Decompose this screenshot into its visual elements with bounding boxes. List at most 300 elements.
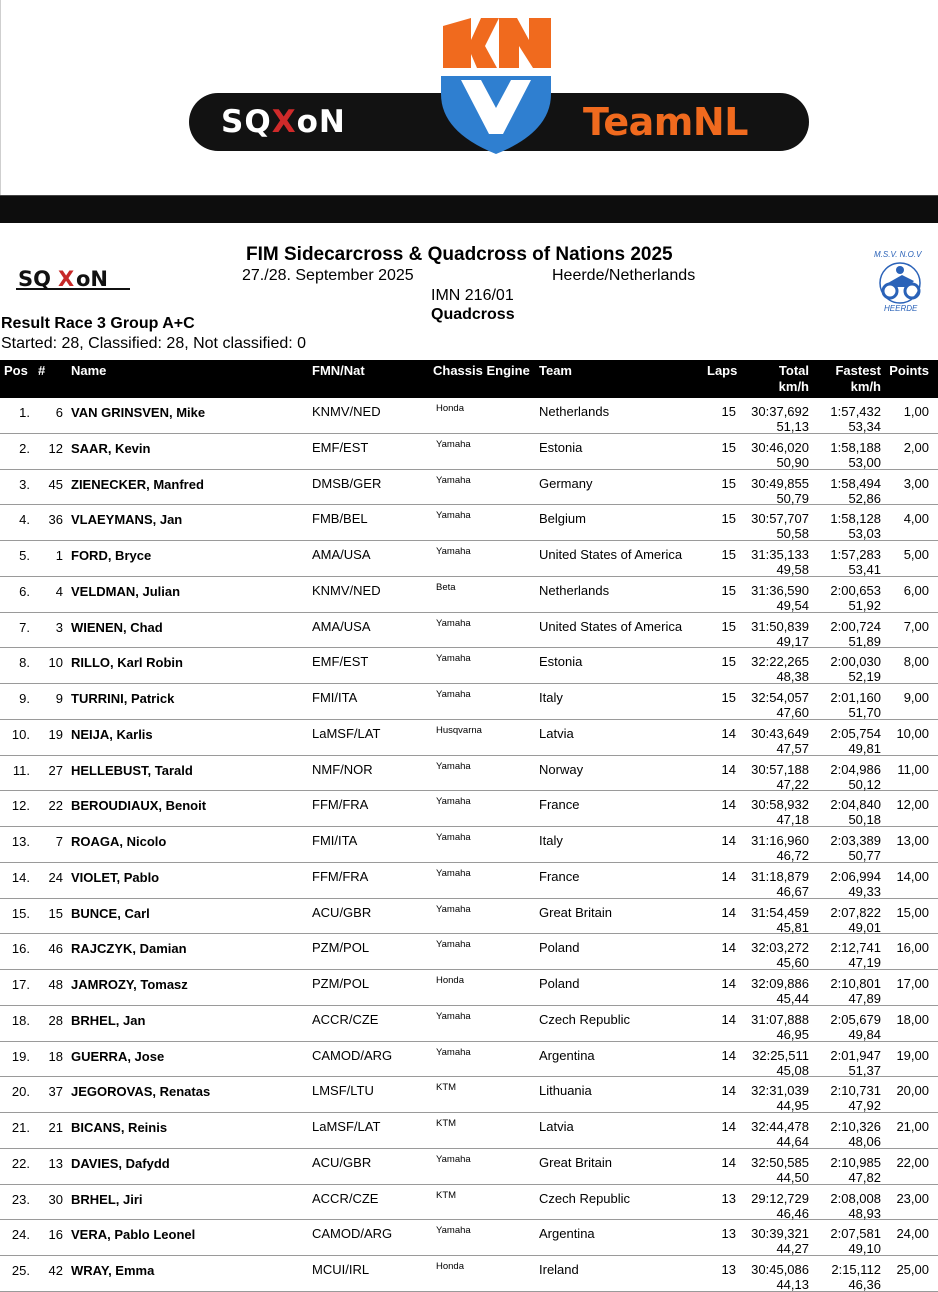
row-engine: Yamaha bbox=[436, 832, 471, 843]
row-position: 11. bbox=[12, 762, 30, 778]
promo-banner bbox=[0, 0, 938, 195]
row-team: Estonia bbox=[539, 439, 583, 455]
row-total-kmh: 50,79 bbox=[776, 490, 809, 506]
results-table-body bbox=[0, 398, 938, 1292]
row-engine: Yamaha bbox=[436, 760, 471, 772]
row-number: 12 bbox=[48, 440, 63, 456]
row-fastest-kmh: 53,34 bbox=[848, 419, 881, 434]
row-laps: 14 bbox=[721, 868, 736, 884]
row-team: France bbox=[539, 868, 580, 884]
row-rider-name: BICANS, Reinis bbox=[71, 1120, 168, 1135]
row-number: 45 bbox=[48, 476, 63, 492]
row-team: Italy bbox=[539, 833, 563, 848]
row-fastest-lap: 2:05,679 bbox=[830, 1011, 881, 1027]
row-total-time: 30:46,020 bbox=[751, 439, 809, 455]
row-fastest-kmh: 52,19 bbox=[848, 669, 881, 685]
row-fmn: FMI/ITA bbox=[312, 690, 358, 705]
row-total-time: 30:57,707 bbox=[751, 511, 809, 527]
row-fastest-kmh: 50,12 bbox=[848, 776, 881, 792]
table-row bbox=[0, 863, 938, 899]
row-total-time: 31:54,459 bbox=[751, 904, 809, 920]
header-fastest: Fastest bbox=[835, 363, 881, 378]
row-rider-name: RILLO, Karl Robin bbox=[71, 655, 183, 671]
row-team: Estonia bbox=[539, 654, 583, 670]
result-title: Result Race 3 Group A+C bbox=[1, 315, 195, 332]
row-fastest-kmh: 47,89 bbox=[848, 991, 881, 1006]
row-team: Czech Republic bbox=[539, 1190, 631, 1206]
row-fmn: CAMOD/ARG bbox=[312, 1047, 393, 1063]
header-fmn: FMN/Nat bbox=[312, 363, 365, 378]
row-total-time: 32:31,039 bbox=[751, 1083, 809, 1099]
row-fastest-kmh: 46,36 bbox=[848, 1277, 881, 1292]
svg-text:oN: oN bbox=[76, 267, 109, 291]
table-row bbox=[0, 434, 938, 470]
row-rider-name: BRHEL, Jan bbox=[71, 1012, 146, 1028]
row-fmn: LaMSF/LAT bbox=[312, 725, 381, 741]
event-venue: Heerde/Netherlands bbox=[552, 267, 696, 284]
row-rider-name: GUERRA, Jose bbox=[71, 1048, 165, 1064]
svg-text:M.S.V. N.O.V: M.S.V. N.O.V bbox=[874, 250, 922, 259]
row-engine: Yamaha bbox=[436, 1225, 471, 1237]
row-position: 17. bbox=[11, 977, 30, 992]
row-total-kmh: 46,95 bbox=[776, 1026, 809, 1042]
row-laps: 14 bbox=[721, 904, 736, 920]
row-total-time: 32:25,511 bbox=[752, 1047, 809, 1063]
row-rider-name: BEROUDIAUX, Benoit bbox=[71, 798, 207, 814]
row-total-time: 30:57,188 bbox=[751, 761, 809, 777]
table-row bbox=[0, 934, 938, 970]
row-fastest-kmh: 53,03 bbox=[848, 526, 881, 542]
row-points: 25,00 bbox=[896, 1262, 929, 1277]
row-fastest-kmh: 50,18 bbox=[848, 812, 881, 828]
row-fastest-kmh: 51,70 bbox=[848, 705, 881, 720]
event-category: Quadcross bbox=[431, 306, 515, 323]
row-rider-name: ROAGA, Nicolo bbox=[71, 834, 167, 849]
row-rider-name: VERA, Pablo Leonel bbox=[71, 1227, 196, 1243]
row-total-time: 30:58,932 bbox=[751, 797, 809, 813]
row-engine: Yamaha bbox=[436, 653, 471, 665]
row-number: 36 bbox=[48, 512, 63, 528]
row-points: 7,00 bbox=[903, 618, 929, 634]
row-fastest-kmh: 49,33 bbox=[848, 883, 881, 899]
row-position: 23. bbox=[11, 1191, 30, 1207]
row-laps: 14 bbox=[721, 940, 736, 956]
row-points: 17,00 bbox=[896, 976, 929, 991]
row-total-kmh: 49,17 bbox=[776, 633, 809, 649]
row-engine: Yamaha bbox=[436, 689, 471, 700]
row-fastest-lap: 2:10,801 bbox=[830, 976, 881, 991]
row-engine: Honda bbox=[436, 403, 464, 414]
row-position: 9. bbox=[19, 691, 30, 706]
row-points: 5,00 bbox=[903, 547, 929, 562]
row-total-time: 29:12,729 bbox=[751, 1190, 809, 1206]
table-row bbox=[0, 505, 938, 541]
row-position: 19. bbox=[11, 1048, 30, 1064]
row-laps: 14 bbox=[721, 761, 736, 777]
row-engine: Yamaha bbox=[436, 1153, 471, 1165]
row-number: 48 bbox=[48, 977, 63, 992]
table-row bbox=[0, 720, 938, 756]
table-row bbox=[0, 577, 938, 613]
teamnl-brand: TeamNL bbox=[583, 100, 748, 144]
row-fastest-kmh: 47,92 bbox=[848, 1098, 881, 1114]
row-total-kmh: 47,22 bbox=[776, 776, 809, 792]
row-team: Poland bbox=[539, 940, 580, 956]
row-total-kmh: 47,18 bbox=[776, 812, 809, 828]
row-team: Lithuania bbox=[539, 1083, 592, 1099]
row-points: 19,00 bbox=[896, 1047, 929, 1063]
row-fmn: FFM/FRA bbox=[312, 868, 369, 884]
row-fastest-kmh: 53,00 bbox=[848, 454, 881, 470]
sqxon-small-logo bbox=[14, 265, 132, 291]
row-position: 20. bbox=[11, 1084, 30, 1100]
row-fastest-kmh: 49,01 bbox=[848, 919, 881, 935]
row-total-time: 31:18,879 bbox=[751, 868, 809, 884]
row-laps: 14 bbox=[721, 1083, 736, 1099]
row-laps: 15 bbox=[721, 547, 736, 562]
row-fastest-kmh: 51,89 bbox=[848, 633, 881, 649]
row-engine: Yamaha bbox=[436, 438, 471, 450]
table-row bbox=[0, 684, 938, 720]
row-fastest-kmh: 53,41 bbox=[848, 562, 881, 577]
row-total-time: 30:49,855 bbox=[751, 475, 809, 491]
row-total-kmh: 46,72 bbox=[776, 848, 809, 863]
row-laps: 15 bbox=[721, 511, 736, 527]
row-fastest-kmh: 48,06 bbox=[848, 1134, 881, 1149]
row-fmn: EMF/EST bbox=[312, 439, 369, 455]
row-position: 24. bbox=[11, 1227, 30, 1243]
row-total-kmh: 44,13 bbox=[776, 1277, 809, 1292]
row-number: 37 bbox=[48, 1084, 63, 1100]
header-chassis-engine: Chassis Engine bbox=[433, 363, 530, 378]
row-rider-name: NEIJA, Karlis bbox=[71, 726, 153, 742]
row-fmn: ACCR/CZE bbox=[312, 1011, 379, 1027]
row-laps: 14 bbox=[721, 725, 736, 741]
row-total-time: 31:35,133 bbox=[751, 547, 809, 562]
header-laps: Laps bbox=[707, 363, 738, 378]
table-row bbox=[0, 648, 938, 684]
svg-text:SQ: SQ bbox=[18, 267, 51, 291]
row-fastest-lap: 2:04,840 bbox=[830, 797, 881, 813]
row-total-kmh: 46,67 bbox=[776, 883, 809, 899]
row-rider-name: VAN GRINSVEN, Mike bbox=[71, 405, 206, 420]
row-points: 18,00 bbox=[896, 1011, 929, 1027]
row-fmn: FMI/ITA bbox=[312, 833, 358, 848]
row-fmn: FMB/BEL bbox=[312, 511, 368, 527]
row-engine: KTM bbox=[436, 1118, 457, 1129]
row-points: 10,00 bbox=[896, 725, 929, 741]
row-fastest-lap: 2:00,030 bbox=[830, 654, 881, 670]
row-fmn: DMSB/GER bbox=[312, 475, 382, 491]
row-fastest-lap: 2:06,994 bbox=[830, 868, 881, 884]
row-fmn: LaMSF/LAT bbox=[312, 1119, 381, 1134]
row-fastest-kmh: 50,77 bbox=[848, 848, 881, 863]
row-fmn: AMA/USA bbox=[312, 547, 371, 562]
row-laps: 15 bbox=[721, 475, 736, 491]
row-total-time: 31:07,888 bbox=[751, 1011, 809, 1027]
row-fastest-lap: 2:05,754 bbox=[830, 725, 881, 741]
row-number: 42 bbox=[48, 1263, 63, 1278]
row-number: 24 bbox=[48, 869, 63, 885]
row-fmn: PZM/POL bbox=[312, 940, 370, 956]
row-number: 16 bbox=[48, 1227, 63, 1243]
row-fastest-kmh: 51,92 bbox=[848, 597, 881, 613]
row-fastest-kmh: 52,86 bbox=[848, 490, 881, 506]
table-row bbox=[0, 1077, 938, 1113]
row-total-kmh: 45,44 bbox=[776, 991, 809, 1006]
table-row bbox=[0, 1006, 938, 1042]
row-position: 25. bbox=[11, 1263, 30, 1278]
row-position: 13. bbox=[11, 834, 30, 849]
row-total-time: 32:50,585 bbox=[751, 1154, 809, 1170]
table-row bbox=[0, 970, 938, 1006]
row-fastest-lap: 2:00,724 bbox=[830, 618, 881, 634]
row-laps: 14 bbox=[721, 833, 736, 848]
row-engine: Yamaha bbox=[436, 939, 471, 951]
row-team: France bbox=[539, 797, 580, 813]
row-fastest-lap: 2:01,160 bbox=[830, 690, 881, 705]
row-team: Netherlands bbox=[539, 404, 610, 419]
row-engine: Yamaha bbox=[436, 867, 471, 879]
row-laps: 14 bbox=[721, 1011, 736, 1027]
row-number: 7 bbox=[55, 834, 63, 849]
row-rider-name: WRAY, Emma bbox=[71, 1263, 155, 1278]
row-total-time: 31:16,960 bbox=[751, 833, 809, 848]
row-number: 13 bbox=[48, 1155, 63, 1171]
row-fmn: ACCR/CZE bbox=[312, 1190, 379, 1206]
row-position: 21. bbox=[11, 1120, 30, 1135]
event-dates: 27./28. September 2025 bbox=[242, 267, 414, 284]
row-laps: 14 bbox=[721, 1154, 736, 1170]
row-total-kmh: 44,50 bbox=[776, 1169, 809, 1185]
row-total-kmh: 49,54 bbox=[776, 597, 809, 613]
row-rider-name: RAJCZYK, Damian bbox=[71, 941, 187, 957]
row-engine: KTM bbox=[436, 1082, 457, 1094]
row-fastest-kmh: 47,19 bbox=[848, 955, 881, 971]
row-number: 30 bbox=[48, 1191, 63, 1207]
row-fastest-kmh: 48,93 bbox=[848, 1205, 881, 1221]
row-position: 2. bbox=[19, 440, 30, 456]
row-total-kmh: 46,46 bbox=[776, 1205, 809, 1221]
row-number: 46 bbox=[48, 941, 63, 957]
row-team: Ireland bbox=[539, 1262, 579, 1277]
row-number: 1 bbox=[55, 548, 63, 563]
row-fastest-lap: 2:10,731 bbox=[830, 1083, 881, 1099]
row-fastest-lap: 2:01,947 bbox=[830, 1047, 881, 1063]
row-number: 9 bbox=[55, 691, 63, 706]
row-position: 12. bbox=[11, 798, 30, 814]
row-team: Argentina bbox=[539, 1226, 595, 1242]
results-document bbox=[0, 223, 938, 1292]
row-engine: Yamaha bbox=[436, 617, 471, 629]
row-fmn: CAMOD/ARG bbox=[312, 1226, 393, 1242]
row-rider-name: ZIENECKER, Manfred bbox=[71, 476, 204, 492]
row-position: 3. bbox=[19, 476, 30, 492]
row-fastest-lap: 1:58,188 bbox=[830, 439, 881, 455]
row-rider-name: TURRINI, Patrick bbox=[71, 691, 175, 706]
row-engine: Husqvarna bbox=[436, 724, 482, 736]
row-fastest-kmh: 51,37 bbox=[848, 1062, 881, 1078]
row-laps: 15 bbox=[721, 404, 736, 419]
row-position: 6. bbox=[19, 583, 30, 599]
row-total-time: 32:44,478 bbox=[751, 1119, 809, 1134]
row-engine: Yamaha bbox=[436, 1010, 471, 1022]
row-total-time: 31:36,590 bbox=[751, 582, 809, 598]
row-fastest-lap: 2:07,822 bbox=[830, 904, 881, 920]
header-team: Team bbox=[539, 363, 572, 378]
table-row bbox=[0, 1185, 938, 1221]
row-total-kmh: 50,90 bbox=[776, 454, 809, 470]
row-fastest-lap: 2:07,581 bbox=[830, 1226, 881, 1242]
row-total-time: 30:37,692 bbox=[751, 404, 809, 419]
row-points: 21,00 bbox=[896, 1119, 929, 1134]
row-points: 22,00 bbox=[896, 1154, 929, 1170]
row-team: Argentina bbox=[539, 1047, 595, 1063]
header-number: # bbox=[38, 363, 46, 378]
row-points: 12,00 bbox=[896, 797, 929, 813]
row-fastest-lap: 2:10,326 bbox=[830, 1119, 881, 1134]
row-fastest-kmh: 49,84 bbox=[848, 1026, 881, 1042]
row-total-kmh: 45,08 bbox=[776, 1062, 809, 1078]
row-rider-name: BRHEL, Jiri bbox=[71, 1191, 143, 1207]
row-laps: 13 bbox=[721, 1226, 736, 1242]
row-fmn: PZM/POL bbox=[312, 976, 370, 991]
row-points: 2,00 bbox=[903, 439, 929, 455]
row-rider-name: VIOLET, Pablo bbox=[71, 869, 160, 885]
row-position: 18. bbox=[11, 1012, 30, 1028]
row-points: 23,00 bbox=[896, 1190, 929, 1206]
results-table-header bbox=[0, 360, 938, 398]
row-number: 15 bbox=[48, 905, 63, 921]
row-laps: 14 bbox=[721, 797, 736, 813]
row-position: 8. bbox=[19, 655, 30, 671]
table-row bbox=[0, 613, 938, 649]
row-points: 9,00 bbox=[903, 690, 929, 705]
header-fastest-unit: km/h bbox=[850, 379, 881, 394]
row-team: Netherlands bbox=[539, 582, 610, 598]
row-fmn: FFM/FRA bbox=[312, 797, 369, 813]
row-fastest-lap: 2:04,986 bbox=[830, 761, 881, 777]
event-title: FIM Sidecarcross & Quadcross of Nations 2025 bbox=[246, 244, 673, 265]
row-rider-name: DAVIES, Dafydd bbox=[71, 1155, 170, 1171]
table-row bbox=[0, 1220, 938, 1256]
table-row bbox=[0, 1149, 938, 1185]
row-engine: Yamaha bbox=[436, 546, 471, 557]
row-number: 10 bbox=[48, 655, 63, 671]
row-fmn: NMF/NOR bbox=[312, 761, 373, 777]
row-team: Italy bbox=[539, 690, 563, 705]
row-laps: 15 bbox=[721, 582, 736, 598]
row-laps: 15 bbox=[721, 690, 736, 705]
row-position: 14. bbox=[11, 869, 30, 885]
row-points: 11,00 bbox=[897, 761, 929, 777]
row-fmn: ACU/GBR bbox=[312, 904, 372, 920]
row-fastest-lap: 2:03,389 bbox=[830, 833, 881, 848]
row-total-kmh: 44,64 bbox=[776, 1134, 809, 1149]
row-team: Belgium bbox=[539, 511, 586, 527]
separator-band bbox=[0, 195, 938, 223]
row-laps: 14 bbox=[721, 1119, 736, 1134]
row-total-kmh: 44,95 bbox=[776, 1098, 809, 1114]
row-points: 6,00 bbox=[903, 582, 929, 598]
row-engine: Honda bbox=[436, 1261, 464, 1272]
result-summary: Started: 28, Classified: 28, Not classified: 0 bbox=[1, 335, 307, 352]
row-points: 15,00 bbox=[896, 904, 929, 920]
row-fmn: LMSF/LTU bbox=[312, 1083, 374, 1099]
row-position: 5. bbox=[19, 548, 30, 563]
row-position: 22. bbox=[11, 1155, 30, 1171]
row-total-time: 31:50,839 bbox=[751, 618, 809, 634]
row-fastest-kmh: 47,82 bbox=[848, 1169, 881, 1185]
row-number: 18 bbox=[48, 1048, 63, 1064]
row-team: Czech Republic bbox=[539, 1011, 631, 1027]
row-position: 15. bbox=[11, 905, 30, 921]
row-position: 16. bbox=[11, 941, 30, 957]
knmv-logo bbox=[437, 16, 555, 156]
row-total-time: 32:03,272 bbox=[751, 940, 809, 956]
row-total-kmh: 48,38 bbox=[776, 669, 809, 685]
table-row bbox=[0, 398, 938, 434]
row-fastest-lap: 2:15,112 bbox=[831, 1262, 881, 1277]
row-rider-name: HELLEBUST, Tarald bbox=[71, 762, 193, 778]
header-points: Points bbox=[889, 363, 929, 378]
header-total-unit: km/h bbox=[778, 379, 809, 394]
row-points: 1,00 bbox=[903, 404, 929, 419]
row-engine: Yamaha bbox=[436, 1046, 471, 1058]
row-total-time: 32:09,886 bbox=[751, 976, 809, 991]
row-total-time: 32:22,265 bbox=[751, 654, 809, 670]
row-engine: Beta bbox=[436, 581, 456, 593]
row-rider-name: WIENEN, Chad bbox=[71, 619, 163, 635]
row-fastest-lap: 2:08,008 bbox=[830, 1190, 881, 1206]
row-fastest-lap: 2:10,985 bbox=[830, 1154, 881, 1170]
row-fastest-lap: 2:12,741 bbox=[830, 940, 881, 956]
row-team: Latvia bbox=[539, 1119, 574, 1134]
row-team: Great Britain bbox=[539, 904, 612, 920]
row-fastest-kmh: 49,81 bbox=[848, 740, 881, 756]
header-pos: Pos bbox=[4, 363, 28, 378]
row-total-kmh: 45,81 bbox=[776, 919, 809, 935]
row-total-time: 30:45,086 bbox=[751, 1262, 809, 1277]
row-engine: Honda bbox=[436, 975, 464, 986]
row-team: Latvia bbox=[539, 725, 574, 741]
row-total-time: 30:43,649 bbox=[751, 725, 809, 741]
row-total-kmh: 45,60 bbox=[776, 955, 809, 971]
row-number: 27 bbox=[48, 762, 63, 778]
svg-text:HEERDE: HEERDE bbox=[884, 304, 918, 313]
row-number: 19 bbox=[48, 726, 63, 742]
sqxon-brand: SQXoN bbox=[221, 104, 346, 140]
row-points: 3,00 bbox=[903, 475, 929, 491]
row-fmn: EMF/EST bbox=[312, 654, 369, 670]
table-row bbox=[0, 1113, 938, 1149]
row-points: 14,00 bbox=[896, 868, 929, 884]
row-fastest-lap: 1:58,494 bbox=[830, 475, 881, 491]
svg-text:X: X bbox=[58, 267, 75, 291]
row-points: 13,00 bbox=[896, 833, 929, 848]
row-number: 22 bbox=[48, 798, 63, 814]
row-total-kmh: 44,27 bbox=[776, 1241, 809, 1257]
row-fastest-lap: 1:57,432 bbox=[830, 404, 881, 419]
row-laps: 13 bbox=[721, 1190, 736, 1206]
row-position: 7. bbox=[19, 619, 30, 635]
row-fmn: ACU/GBR bbox=[312, 1154, 372, 1170]
row-total-kmh: 47,60 bbox=[776, 705, 809, 720]
row-rider-name: VLAEYMANS, Jan bbox=[71, 512, 183, 528]
row-fmn: MCUI/IRL bbox=[312, 1262, 370, 1277]
row-number: 3 bbox=[55, 619, 63, 635]
table-row bbox=[0, 827, 938, 863]
